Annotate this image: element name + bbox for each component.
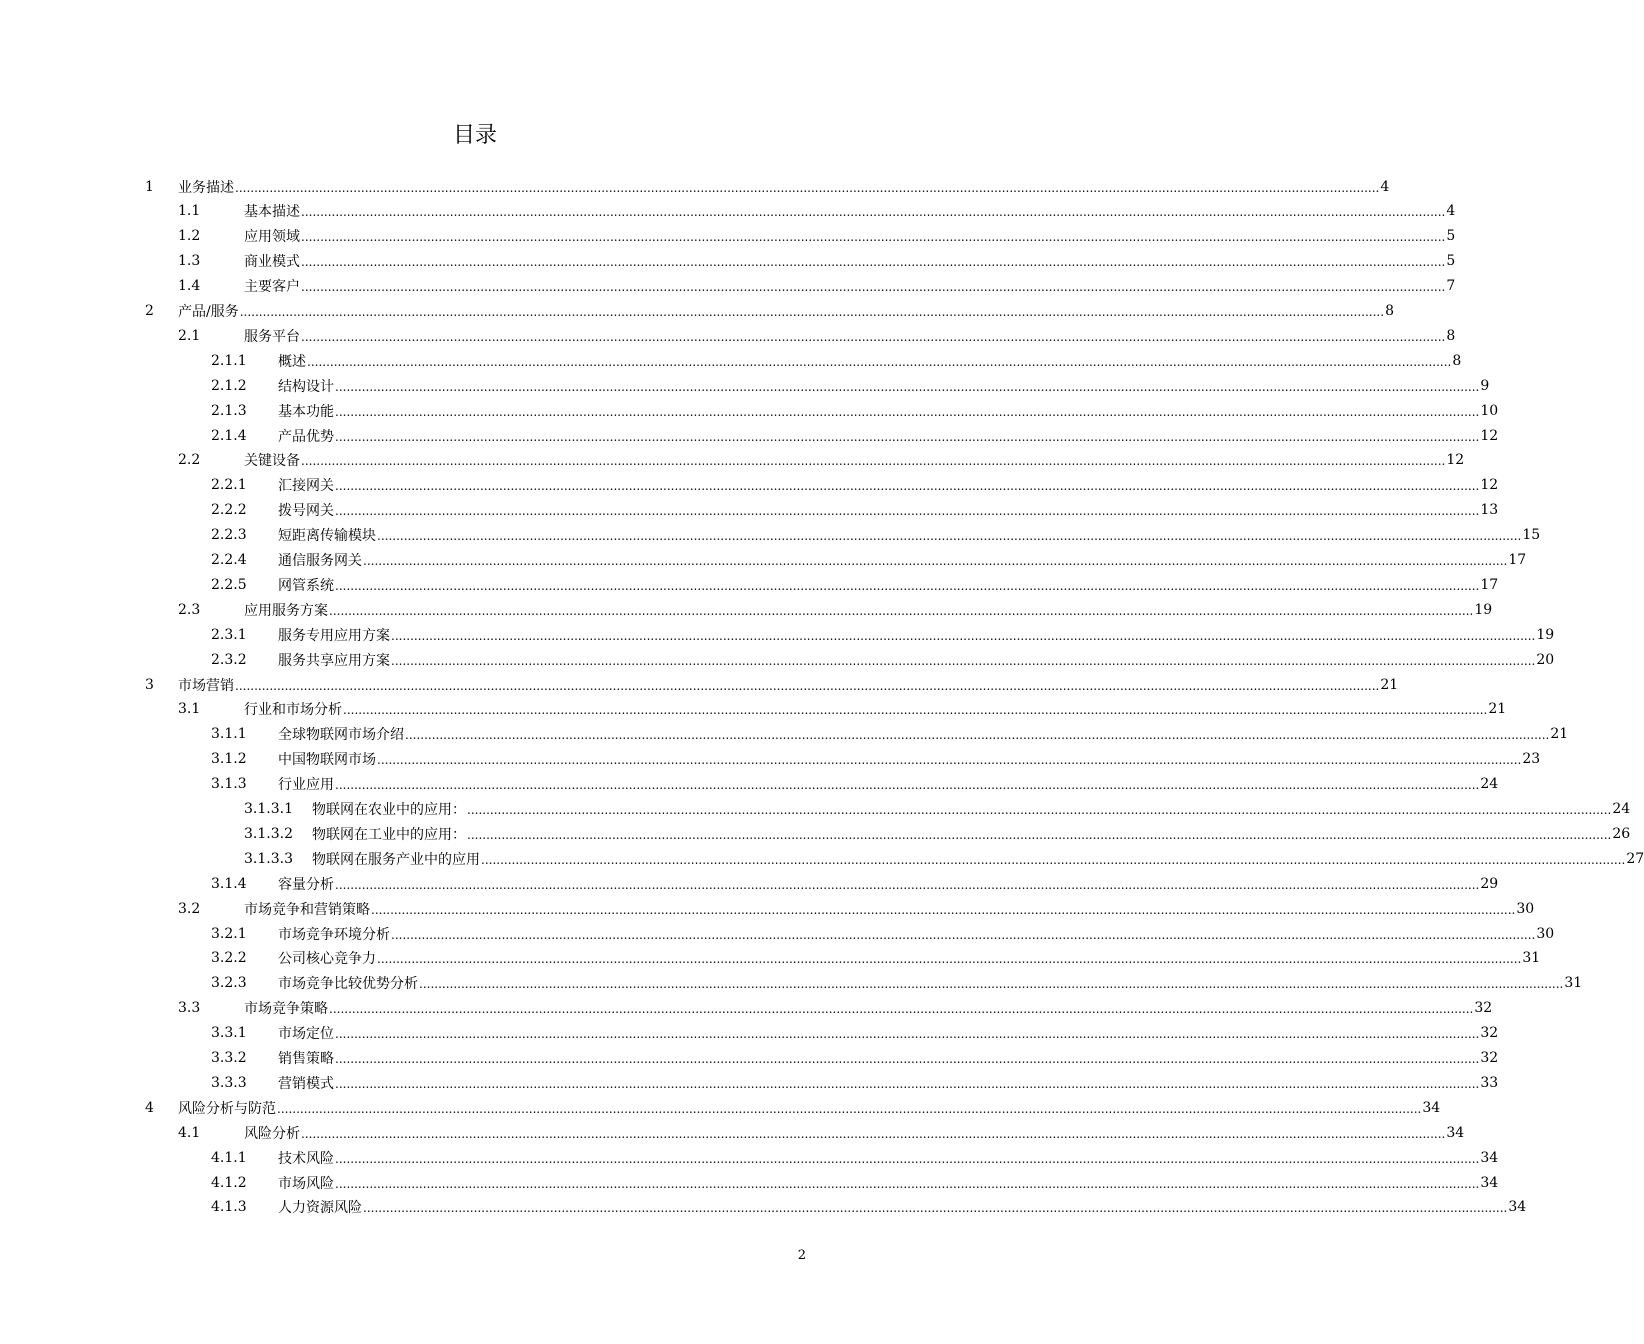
toc-entry[interactable] [211,647,1555,672]
toc-entry-number: 3.1.1 [211,726,247,743]
toc-entry-title: 产品/服务 [178,304,239,320]
toc-dot-leader: ............................................................................................................................................................................................................................................................................................................ [335,1176,1480,1191]
toc-entry-page: 32 [1474,1000,1493,1017]
toc-entry-number: 2.3 [178,601,201,618]
toc-entry-title: 应用领域 [244,229,300,246]
toc-entry-number: 3.2 [178,900,201,917]
toc-entry-title: 全球物联网市场介绍 [278,727,404,744]
toc-entry[interactable] [244,846,1644,871]
toc-entry-page: 12 [1480,427,1499,444]
toc-dot-leader: ............................................................................................................................................................................................................................................................................................................ [335,429,1480,444]
toc-dot-leader: ............................................................................................................................................................................................................................................................................................................ [391,927,1536,942]
toc-entry-number: 1 [145,178,154,195]
toc-entry-number: 3.1.4 [211,875,247,892]
toc-dot-leader: ............................................................................................................................................................................................................................................................................................................ [467,827,1612,842]
toc-entry-title: 服务共享应用方案 [278,652,390,669]
toc-entry[interactable] [211,722,1569,747]
page-title: 目录 [452,123,497,148]
toc-entry-number: 3.2.2 [211,950,247,967]
toc-dot-leader: ............................................................................................................................................................................................................................................................................................................ [335,1076,1480,1091]
toc-entry-number: 2.2 [178,452,201,469]
toc-entry-title: 营销模式 [278,1075,334,1092]
toc-entry-title: 应用服务方案 [244,602,328,619]
toc-entry-page: 29 [1480,875,1499,892]
toc-dot-leader: ............................................................................................................................................................................................................................................................................................................ [301,1126,1446,1141]
toc-entry[interactable] [211,572,1499,597]
toc-entry-title: 物联网在工业中的应用： [312,826,466,843]
toc-entry-number: 3.3 [178,1000,201,1017]
toc-entry-page: 13 [1480,502,1499,519]
toc-entry-title: 市场定位 [278,1026,334,1043]
toc-entry[interactable] [178,448,1465,473]
page-number: 2 [797,1248,806,1263]
toc-entry-number: 2.1 [178,327,201,344]
toc-entry-page: 4 [1380,178,1390,195]
toc-entry-number: 4.1.1 [211,1149,247,1166]
toc-entry-page: 32 [1480,1025,1499,1042]
toc-entry[interactable] [211,747,1541,772]
toc-entry-title: 结构设计 [278,378,334,395]
toc-entry-page: 4 [1446,203,1456,220]
toc-entry[interactable] [211,1046,1499,1071]
toc-dot-leader: ............................................................................................................................................................................................................................................................................................................ [377,952,1522,967]
toc-entry-page: 34 [1480,1174,1499,1191]
toc-entry-page: 33 [1480,1074,1499,1091]
toc-dot-leader: ............................................................................................................................................................................................................................................................................................................ [301,454,1446,469]
toc-entry-number: 3.1 [178,701,201,718]
toc-entry[interactable] [178,224,1456,249]
toc-entry-page: 32 [1480,1050,1499,1066]
toc-entry[interactable] [145,672,1399,697]
toc-dot-leader: ............................................................................................................................................................................................................................................................................................................ [301,255,1446,270]
toc-entry[interactable] [244,821,1631,846]
toc-entry-title: 关键设备 [244,453,300,470]
toc-entry-page: 24 [1480,776,1499,793]
toc-entry[interactable] [211,1021,1499,1046]
toc-entry-page: 34 [1480,1149,1499,1166]
toc-entry[interactable] [211,373,1490,398]
toc-entry-page: 9 [1480,377,1490,394]
toc-entry-number: 3.2.1 [211,925,247,942]
toc-entry-title: 市场竞争比较优势分析 [278,976,418,993]
toc-entry[interactable] [211,1195,1527,1220]
toc-dot-leader: ............................................................................................................................................................................................................................................................................................................ [235,678,1380,693]
toc-entry-title: 产品优势 [278,428,334,445]
toc-dot-leader: ............................................................................................................................................................................................................................................................................................................ [335,379,1480,394]
toc-entry[interactable] [211,1145,1499,1170]
toc-dot-leader: ............................................................................................................................................................................................................................................................................................................ [335,404,1480,419]
toc-entry-title: 行业和市场分析 [244,702,342,719]
toc-entry-page: 27 [1626,850,1644,867]
toc-dot-leader: ............................................................................................................................................................................................................................................................................................................ [377,753,1522,768]
toc-dot-leader: ............................................................................................................................................................................................................................................................................................................ [335,1151,1480,1166]
toc-entry-number: 2.2.5 [211,576,247,593]
toc-dot-leader: ............................................................................................................................................................................................................................................................................................................ [335,578,1480,593]
toc-entry[interactable] [211,423,1499,448]
toc-entry-number: 2.2.2 [211,502,247,519]
toc-entry-page: 20 [1536,651,1555,668]
toc-dot-leader: ............................................................................................................................................................................................................................................................................................................ [335,877,1480,892]
toc-entry-title: 容量分析 [278,876,334,893]
toc-entry[interactable] [178,896,1535,921]
toc-entry-title: 基本描述 [244,204,300,221]
toc-dot-leader: ............................................................................................................................................................................................................................................................................................................ [481,852,1626,867]
toc-entry-title: 风险分析 [244,1125,300,1142]
toc-entry-page: 34 [1446,1124,1465,1141]
toc-dot-leader: ............................................................................................................................................................................................................................................................................................................ [329,603,1474,618]
toc-entry-page: 12 [1446,452,1465,469]
toc-entry-title: 市场竞争和营销策略 [244,901,370,918]
toc-entry-page: 19 [1536,626,1555,643]
toc-dot-leader: ............................................................................................................................................................................................................................................................................................................ [371,902,1516,917]
toc-entry-number: 3.1.3 [211,776,247,793]
toc-entry-number: 2 [145,303,154,319]
toc-entry-title: 概述 [278,353,306,370]
toc-entry-page: 8 [1452,352,1462,369]
toc-entry-title: 基本功能 [278,403,334,420]
toc-dot-leader: ............................................................................................................................................................................................................................................................................................................ [405,728,1550,743]
toc-entry-page: 17 [1480,576,1499,593]
toc-dot-leader: ............................................................................................................................................................................................................................................................................................................ [391,653,1536,668]
toc-entry-page: 21 [1550,726,1569,743]
toc-entry-title: 市场营销 [178,677,234,694]
toc-entry-title: 服务平台 [244,328,300,345]
toc-entry-number: 3.3.1 [211,1025,247,1042]
toc-entry[interactable] [211,398,1499,423]
toc-entry-number: 1.1 [178,203,201,220]
toc-dot-leader: ............................................................................................................................................................................................................................................................................................................ [277,1101,1422,1116]
toc-entry-page: 10 [1480,402,1499,419]
toc-entry[interactable] [211,523,1541,548]
toc-entry-title: 业务描述 [178,179,234,196]
toc-entry[interactable] [211,1070,1499,1095]
toc-dot-leader: ............................................................................................................................................................................................................................................................................................................ [419,977,1564,992]
toc-entry-number: 1.4 [178,278,201,295]
toc-entry[interactable] [211,348,1462,373]
toc-entry[interactable] [211,971,1583,996]
toc-dot-leader: ............................................................................................................................................................................................................................................................................................................ [363,1201,1508,1216]
toc-entry-page: 21 [1488,701,1507,718]
toc-entry-title: 行业应用 [278,777,334,794]
toc-dot-leader: ............................................................................................................................................................................................................................................................................................................ [301,329,1446,344]
toc-entry-number: 4.1.2 [211,1174,247,1191]
toc-entry-page: 8 [1446,327,1456,344]
toc-dot-leader: ............................................................................................................................................................................................................................................................................................................ [329,1002,1474,1017]
toc-entry[interactable] [145,1095,1441,1120]
toc-entry[interactable] [178,996,1493,1021]
toc-entry-title: 风险分析与防范 [178,1100,276,1117]
toc-entry[interactable] [211,871,1499,896]
toc-entry-number: 3 [145,676,154,693]
toc-entry[interactable] [145,299,1394,324]
toc-entry-page: 31 [1564,975,1583,992]
toc-entry-number: 3.1.3.2 [244,825,293,842]
toc-entry-page: 5 [1446,253,1456,270]
toc-entry-title: 短距离传输模块 [278,528,376,545]
toc-entry-page: 7 [1446,278,1456,295]
toc-entry-title: 主要客户 [244,279,300,296]
toc-dot-leader: ............................................................................................................................................................................................................................................................................................................ [335,1027,1480,1042]
toc-entry-title: 拨号网关 [278,503,334,520]
toc-entry-page: 24 [1612,801,1631,817]
toc-entry-page: 34 [1508,1199,1527,1216]
toc-dot-leader: ............................................................................................................................................................................................................................................................................................................ [239,305,1385,319]
toc-entry-title: 商业模式 [244,254,300,271]
toc-entry-title: 人力资源风险 [278,1200,362,1217]
toc-entry-number: 2.1.2 [211,377,247,394]
toc-entry-title: 汇接网关 [278,478,334,495]
toc-entry-page: 12 [1480,477,1499,494]
toc-entry-number: 2.2.1 [211,477,247,494]
toc-entry-page: 26 [1612,825,1631,842]
toc-entry-title: 市场竞争环境分析 [278,926,390,943]
toc-entry-number: 2.2.3 [211,527,247,544]
toc-entry[interactable] [211,498,1499,523]
toc-dot-leader: ............................................................................................................................................................................................................................................................................................................ [235,180,1380,195]
toc-entry-page: 15 [1522,527,1541,544]
toc-entry-title: 网管系统 [278,577,334,594]
toc-entry-number: 3.1.3.3 [244,850,293,867]
toc-entry[interactable] [178,597,1493,622]
toc-entry-title: 市场风险 [278,1175,334,1192]
toc-entry[interactable] [211,921,1555,946]
toc-entry-number: 1.3 [178,253,201,270]
toc-entry[interactable] [178,323,1456,348]
toc-entry[interactable] [178,1120,1465,1145]
toc-entry[interactable] [145,174,1390,199]
toc-entry-number: 4.1.3 [211,1199,247,1216]
toc-entry-number: 2.3.2 [211,651,247,668]
toc-dot-leader: ............................................................................................................................................................................................................................................................................................................ [335,1052,1480,1066]
toc-entry-number: 2.1.4 [211,427,247,444]
toc-entry-number: 1.2 [178,228,201,245]
toc-entry-page: 30 [1536,925,1555,942]
toc-entry-number: 3.3.2 [211,1050,247,1066]
toc-entry-number: 3.1.2 [211,751,247,768]
toc-entry-number: 3.3.3 [211,1074,247,1091]
toc-dot-leader: ............................................................................................................................................................................................................................................................................................................ [343,703,1488,718]
toc-entry-title: 中国物联网市场 [278,752,376,769]
toc-entry[interactable] [211,473,1499,498]
toc-dot-leader: ............................................................................................................................................................................................................................................................................................................ [377,529,1522,544]
toc-entry-title: 物联网在服务产业中的应用 [312,851,480,868]
toc-entry-number: 3.1.3.1 [244,801,293,817]
toc-entry-page: 30 [1516,900,1535,917]
toc-entry-number: 2.1.3 [211,402,247,419]
toc-entry-number: 2.1.1 [211,352,247,369]
toc-dot-leader: ............................................................................................................................................................................................................................................................................................................ [335,504,1480,519]
toc-dot-leader: ............................................................................................................................................................................................................................................................................................................ [301,230,1446,245]
toc-entry-number: 2.2.4 [211,552,247,568]
toc-entry[interactable] [211,548,1527,573]
toc-entry[interactable] [178,199,1456,224]
toc-dot-leader: ............................................................................................................................................................................................................................................................................................................ [391,628,1536,643]
toc-entry-page: 34 [1422,1099,1441,1116]
toc-entry-page: 17 [1508,552,1527,568]
toc-entry[interactable] [211,622,1555,647]
toc-entry-page: 8 [1385,303,1394,319]
toc-entry-title: 技术风险 [278,1150,334,1167]
toc-entry-number: 2.3.1 [211,626,247,643]
toc-entry-number: 4.1 [178,1124,201,1141]
toc-entry-page: 19 [1474,601,1493,618]
toc-entry[interactable] [178,274,1456,299]
toc-entry-title: 公司核心竞争力 [278,951,376,968]
toc-entry-page: 31 [1522,950,1541,967]
toc-entry-number: 3.2.3 [211,975,247,992]
toc-entry[interactable] [211,946,1541,971]
toc-dot-leader: ............................................................................................................................................................................................................................................................................................................ [301,280,1446,295]
toc-dot-leader: ............................................................................................................................................................................................................................................................................................................ [363,554,1508,568]
toc-dot-leader: ............................................................................................................................................................................................................................................................................................................ [301,205,1446,220]
toc-entry[interactable] [178,249,1456,274]
toc-entry-number: 4 [145,1099,154,1116]
toc-entry-title: 通信服务网关 [278,553,362,569]
toc-dot-leader: ............................................................................................................................................................................................................................................................................................................ [335,778,1480,793]
toc-entry-page: 5 [1446,228,1456,245]
toc-entry-title: 服务专用应用方案 [278,627,390,644]
toc-entry[interactable] [178,697,1507,722]
toc-entry-page: 21 [1380,676,1399,693]
toc-dot-leader: ............................................................................................................................................................................................................................................................................................................ [467,803,1612,817]
toc-entry[interactable] [244,797,1631,822]
toc-entry-page: 23 [1522,751,1541,768]
toc-entry[interactable] [211,772,1499,797]
toc-dot-leader: ............................................................................................................................................................................................................................................................................................................ [335,479,1480,494]
toc-entry-title: 物联网在农业中的应用： [312,802,466,818]
toc-entry[interactable] [211,1170,1499,1195]
toc-entry-title: 销售策略 [278,1051,334,1067]
toc-entry-title: 市场竞争策略 [244,1001,328,1018]
toc-dot-leader: ............................................................................................................................................................................................................................................................................................................ [307,354,1452,369]
